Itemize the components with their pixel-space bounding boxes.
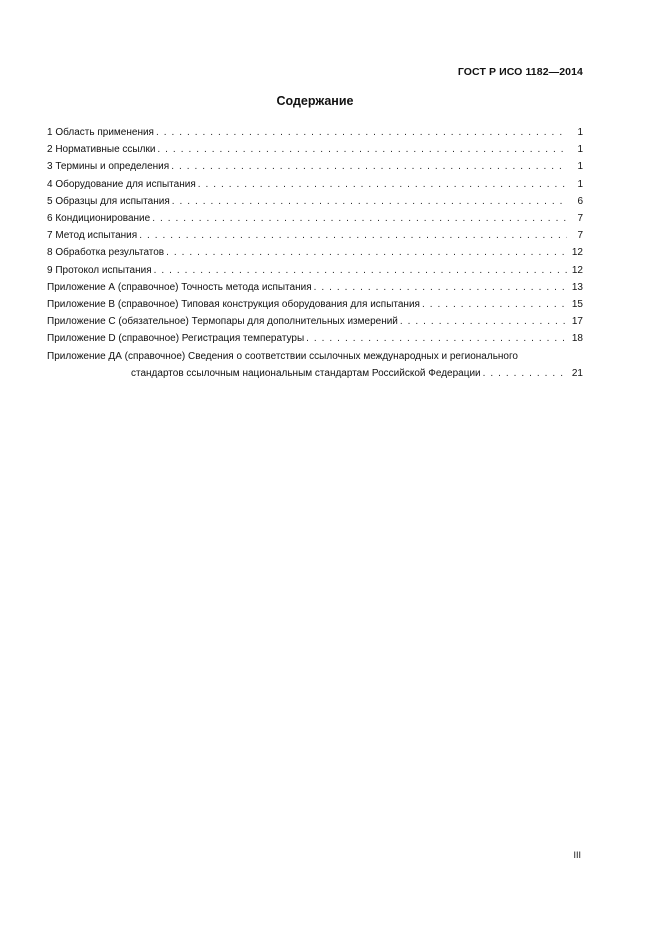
toc-leader-dots: [306, 330, 567, 347]
page-number: III: [573, 850, 581, 860]
toc-entry: [47, 210, 583, 227]
toc-leader-dots: [154, 262, 567, 279]
toc-entry-label: 2 Нормативные ссылки: [47, 144, 156, 156]
toc-entry-page: 1: [577, 161, 583, 173]
toc-entry: [47, 244, 583, 261]
toc-entry: [47, 313, 583, 330]
toc-entry-label: 4 Оборудование для испытания: [47, 178, 196, 190]
toc-entry: [47, 158, 583, 175]
toc-title: Содержание: [276, 94, 354, 108]
toc-entry: [47, 176, 583, 193]
toc-entry-label: Приложение В (справочное) Типовая конструкция оборудования для испытания: [47, 299, 420, 311]
toc-entry-label: 9 Протокол испытания: [47, 264, 152, 276]
toc-entry-multiline-first: [47, 348, 583, 365]
toc-entry-page: 1: [577, 144, 583, 156]
toc-entry-page: 13: [571, 281, 583, 293]
toc-entry-page: 7: [577, 213, 583, 225]
toc-leader-dots: [166, 244, 567, 261]
toc-entry: [47, 296, 583, 313]
toc-entry: [47, 262, 583, 279]
toc-entry-page: 12: [571, 247, 583, 259]
toc-entry-page: 7: [577, 230, 583, 242]
toc-entry-label: стандартов ссылочным национальным стандартам Российской Федерации: [131, 367, 481, 379]
toc-leader-dots: [139, 227, 567, 244]
toc-entry-page: 6: [577, 195, 583, 207]
toc-leader-dots: [422, 296, 567, 313]
toc-entry: [47, 124, 583, 141]
toc-leader-dots: [152, 210, 567, 227]
toc-leader-dots: [314, 279, 567, 296]
toc-leader-dots: [171, 158, 567, 175]
toc-entry-label: Приложение D (справочное) Регистрация температуры: [47, 333, 305, 345]
toc-entry-page: 1: [577, 178, 583, 190]
toc-entry-label: 8 Обработка результатов: [47, 247, 165, 259]
toc-entry-page: 15: [571, 299, 583, 311]
toc-entry: [47, 141, 583, 158]
toc-entry-label: 5 Образцы для испытания: [47, 195, 170, 207]
toc-leader-dots: [156, 124, 567, 141]
toc-entry: [47, 330, 583, 347]
toc-leader-dots: [157, 141, 567, 158]
toc-leader-dots: [483, 365, 567, 382]
toc-entry-label: 7 Метод испытания: [47, 230, 138, 242]
toc-leader-dots: [172, 193, 567, 210]
toc-entry-page: 17: [571, 316, 583, 328]
toc-entry-label: Приложение А (справочное) Точность метода испытания: [47, 281, 312, 293]
toc-entry-label: 3 Термины и определения: [47, 161, 170, 173]
toc-entry-multiline-continuation: [47, 365, 583, 382]
toc-entry-page: 18: [571, 333, 583, 345]
toc-entry: [47, 227, 583, 244]
toc-leader-dots: [198, 176, 567, 193]
toc-entry-label: Приложение ДА (справочное) Сведения о соответствии ссылочных международных и регионального: [47, 350, 518, 362]
table-of-contents: [47, 124, 583, 382]
toc-entry-page: 1: [577, 127, 583, 138]
toc-entry-page: 21: [571, 367, 583, 379]
toc-entry: [47, 193, 583, 210]
toc-entry-page: 12: [571, 264, 583, 276]
toc-entry-label: 6 Кондиционирование: [47, 213, 151, 225]
toc-entry: [47, 279, 583, 296]
toc-entry-label: Приложение С (обязательное) Термопары для дополнительных измерений: [47, 316, 398, 328]
toc-entry-label: 1 Область применения: [47, 127, 154, 138]
document-code: ГОСТ Р ИСО 1182—2014: [457, 66, 583, 78]
toc-leader-dots: [400, 313, 567, 330]
